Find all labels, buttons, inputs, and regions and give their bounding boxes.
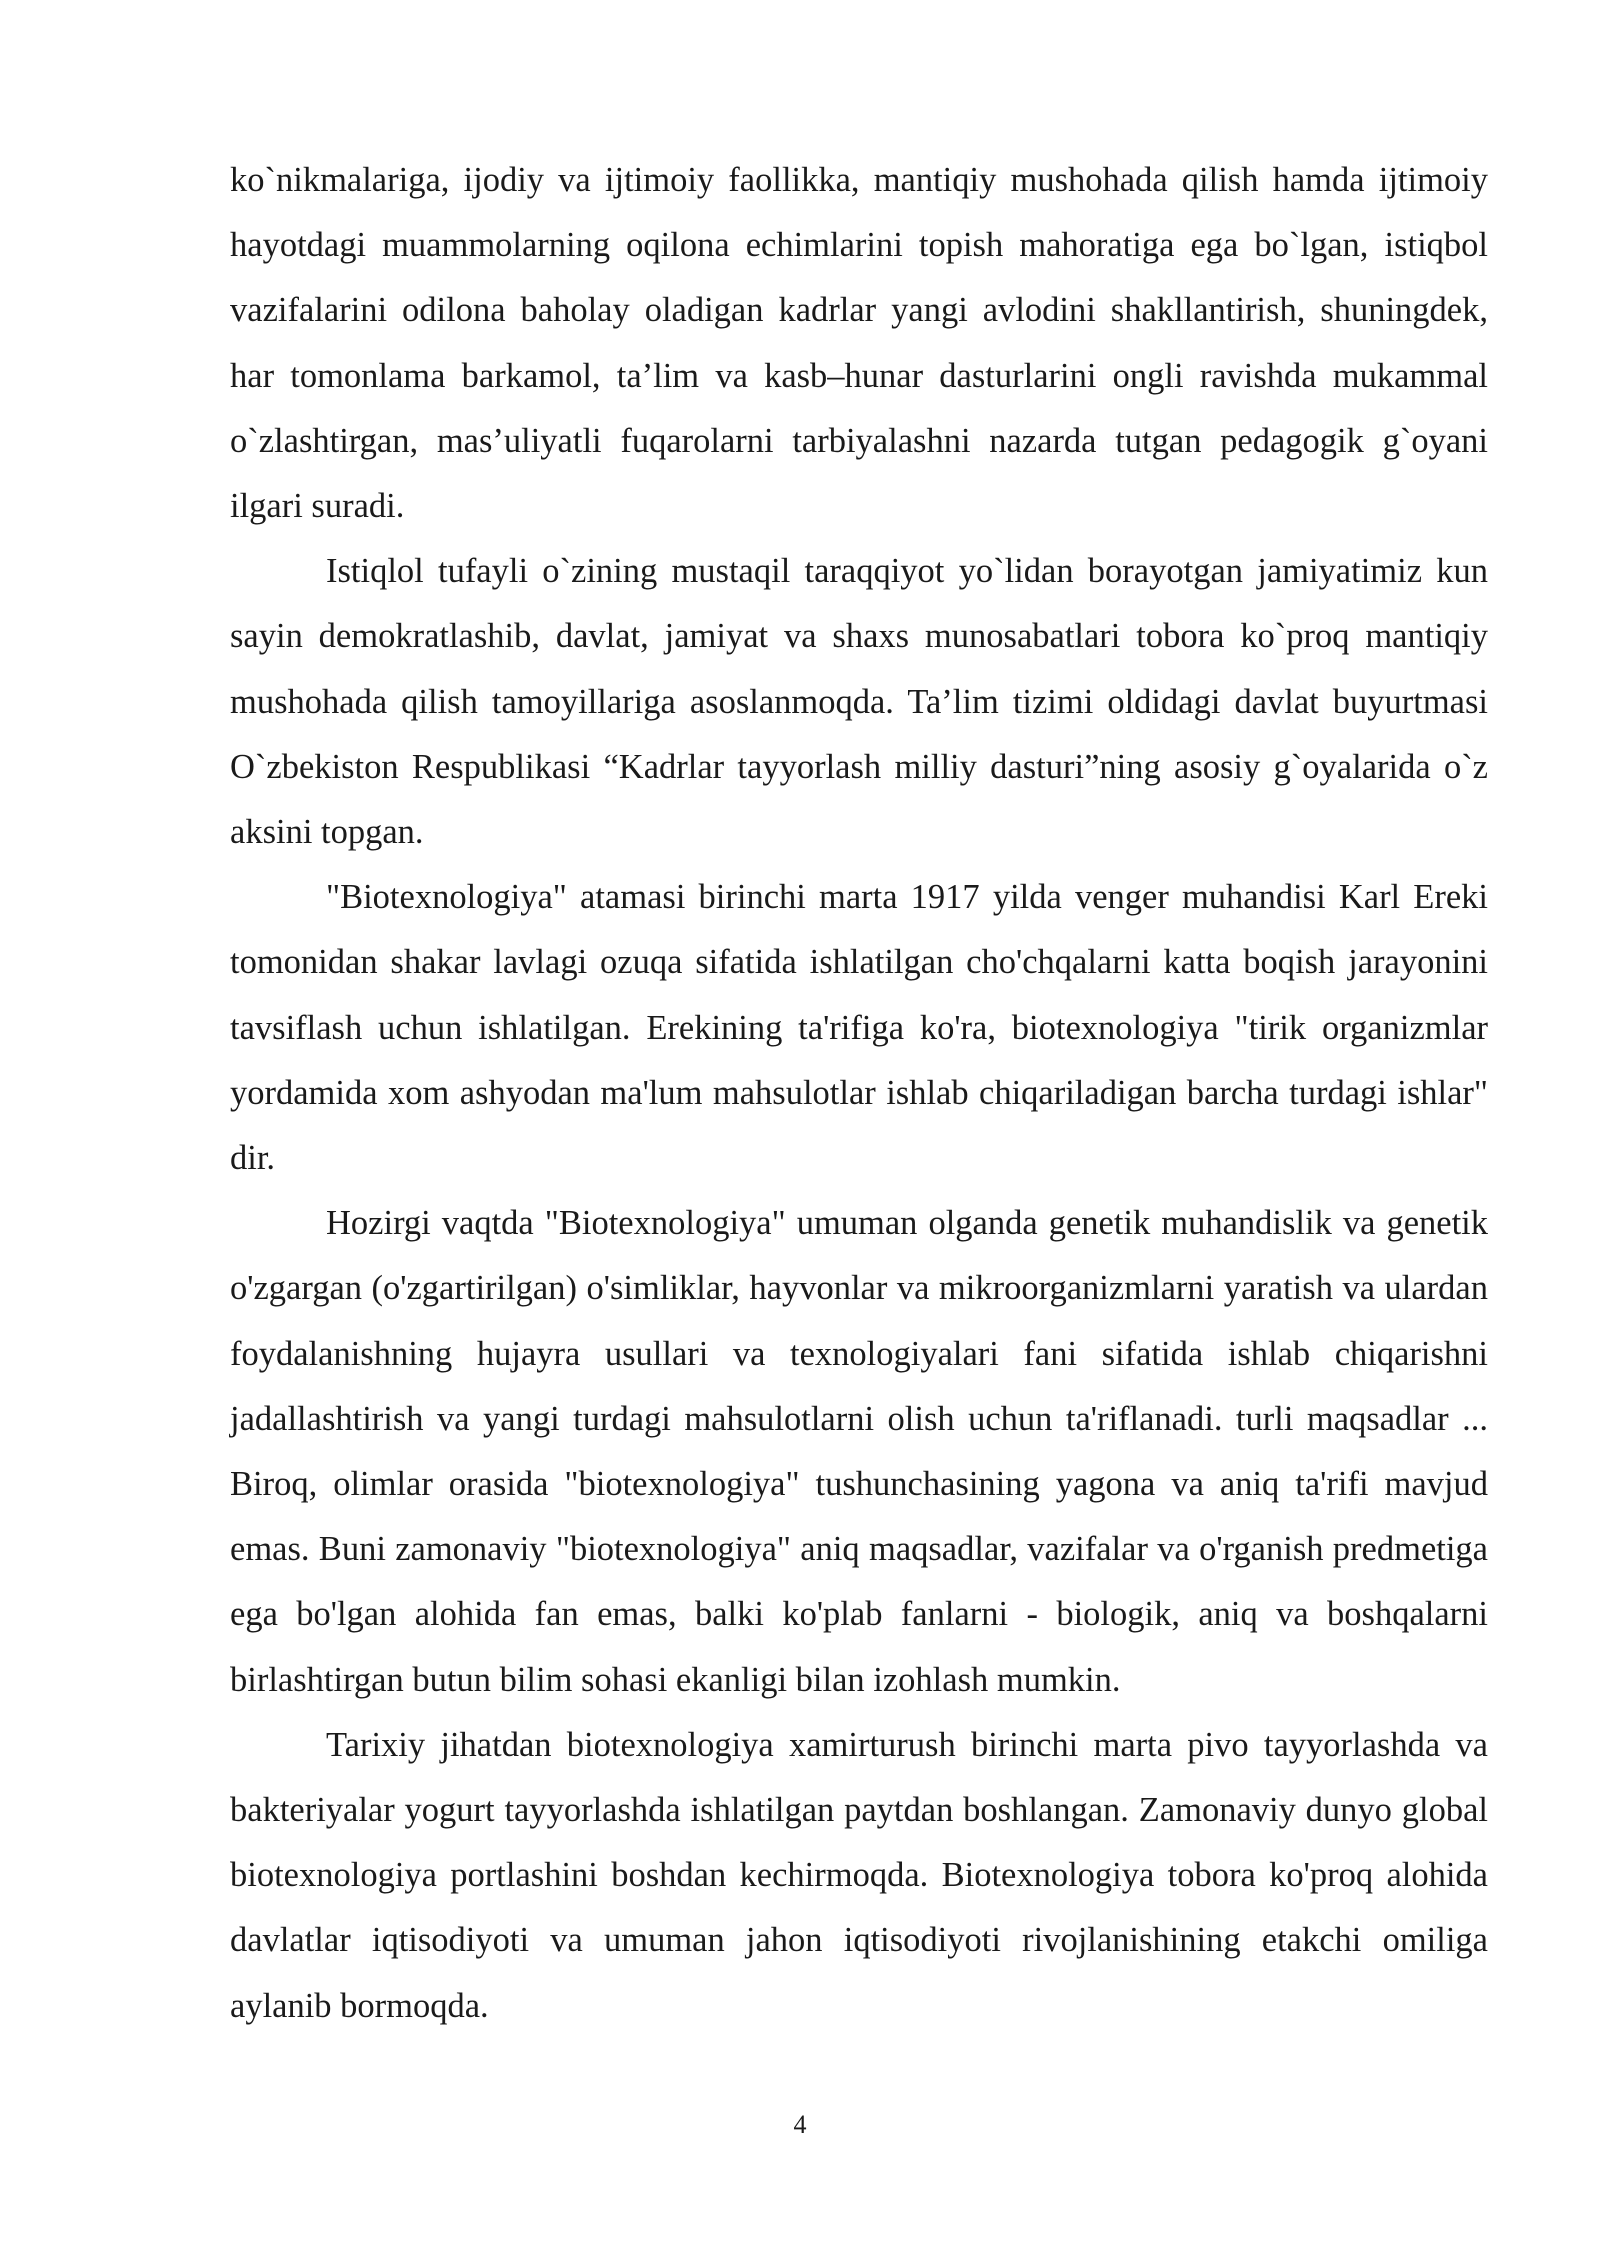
paragraph-biotexnologiya-term: "Biotexnologiya" atamasi birinchi marta 1917 yilda venger muhandisi Karl Ereki tomonidan shakar lavlagi ozuqa sifatida ishlatilgan cho'chqalarni katta boqish jarayonini tavsiflash uchun ishlatilgan. Erekining ta'rifiga ko'ra, biotexnologiya "tirik organizmlar yordamida xom ashyodan ma'lum mahsulotlar ishlab chiqariladigan barcha turdagi ishlar" dir. bbox=[230, 878, 1488, 1178]
body-text bbox=[230, 148, 1488, 2039]
page-number: 4 bbox=[793, 2110, 807, 2139]
paragraph-continuation: ko`nikmalariga, ijodiy va ijtimoiy faollikka, mantiqiy mushohada qilish hamda ijtimoiy hayotdagi muammolarning oqilona echimlarini topish mahoratiga ega bo`lgan, istiqbol vazifalarini odilona baholay oladigan kadrlar yangi avlodini shakllantirish, shuningdek, har tomonlama barkamol, ta’lim va kasb–hunar dasturlarini ongli ravishda mukammal o`zlashtirgan, mas’uliyatli fuqarolarni tarbiyalashni nazarda tutgan pedagogik g`oyani ilgari suradi. bbox=[230, 161, 1488, 526]
paragraph-tarixiy: Tarixiy jihatdan biotexnologiya xamirturush birinchi marta pivo tayyorlashda va bakteriyalar yogurt tayyorlashda ishlatilgan paytdan boshlangan. Zamonaviy dunyo global biotexnologiya portlashini boshdan kechirmoqda. Biotexnologiya tobora ko'proq alohida davlatlar iqtisodiyoti va umuman jahon iqtisodiyoti rivojlanishining etakchi omiliga aylanib bormoqda. bbox=[230, 1725, 1488, 2025]
paragraph-istiqlol: Istiqlol tufayli o`zining mustaqil taraqqiyot yo`lidan borayotgan jamiyatimiz kun sayin demokratlashib, davlat, jamiyat va shaxs munosabatlari tobora ko`proq mantiqiy mushohada qilish tamoyillariga asoslanmoqda. Ta’lim tizimi oldidagi davlat buyurtmasi O`zbekiston Respublikasi “Kadrlar tayyorlash milliy dasturi”ning asosiy g`oyalarida o`z aksini topgan. bbox=[230, 552, 1488, 852]
paragraph-hozirgi-vaqtda: Hozirgi vaqtda "Biotexnologiya" umuman olganda genetik muhandislik va genetik o'zgargan (o'zgartirilgan) o'simliklar, hayvonlar va mikroorganizmlarni yaratish va ulardan foydalanishning hujayra usullari va texnologiyalari fani sifatida ishlab chiqarishni jadallashtirish va yangi turdagi mahsulotlarni olish uchun ta'riflanadi. turli maqsadlar ... Biroq, olimlar orasida "biotexnologiya" tushunchasining yagona va aniq ta'rifi mavjud emas. Buni zamonaviy "biotexnologiya" aniq maqsadlar, vazifalar va o'rganish predmetiga ega bo'lgan alohida fan emas, balki ko'plab fanlarni - biologik, aniq va boshqalarni birlashtirgan butun bilim sohasi ekanligi bilan izohlash mumkin. bbox=[230, 1204, 1488, 1699]
